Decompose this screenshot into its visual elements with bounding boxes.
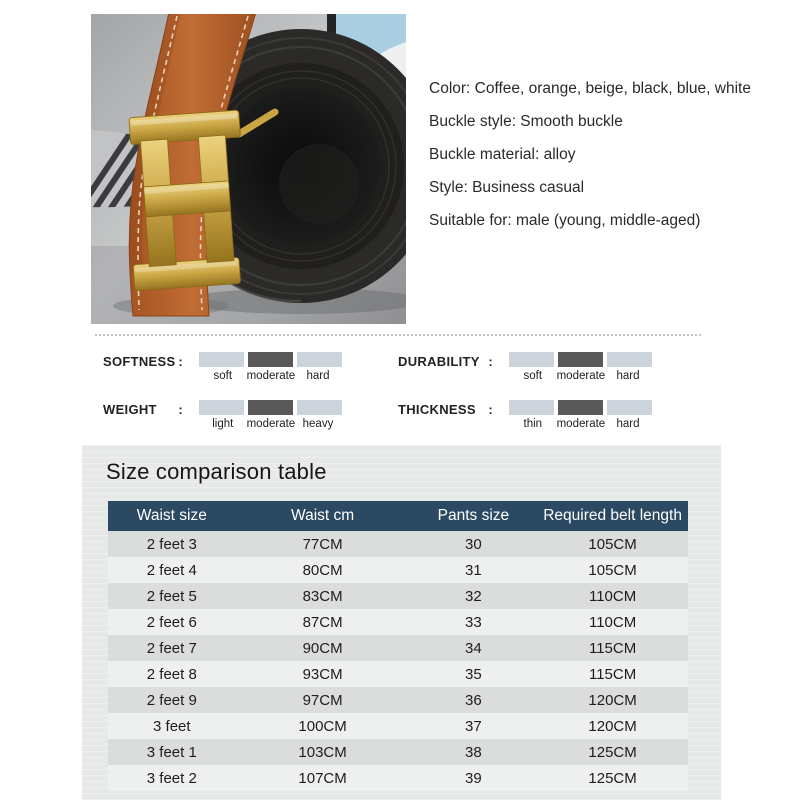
table-cell: 3 feet [153,717,191,735]
meter-durability [398,352,652,382]
table-cell: 120CM [588,691,637,709]
attribute-buckle-material: Buckle material: alloy [429,146,576,163]
column-header-waist-cm: Waist cm [236,501,410,531]
level-label: hard [616,418,640,430]
table-cell: 39 [465,769,482,787]
table-cell: 93CM [302,665,343,683]
level-label: soft [523,370,543,382]
table-cell: 105CM [588,561,637,579]
table-cell: 2 feet 8 [146,665,197,683]
table-cell: 110CM [588,613,637,631]
table-cell: 30 [465,535,482,553]
level-label: hard [306,370,330,382]
column-header-belt-length: Required belt length [537,501,688,531]
meter-bar [297,352,342,367]
table-cell: 100CM [298,717,347,735]
meter-bars [509,400,652,415]
table-cell: 3 feet 1 [146,743,197,761]
table-row [108,739,688,765]
attribute-color: Color: Coffee, orange, beige, black, blue, white [429,80,751,97]
meter-bars [199,400,342,415]
table-cell: 36 [465,691,482,709]
table-cell: 120CM [588,717,637,735]
table-cell: 2 feet 7 [146,639,197,657]
table-cell: 105CM [588,535,637,553]
meter-label [103,352,183,369]
table-row [108,713,688,739]
table-header-row [108,501,688,531]
table-cell: 125CM [588,743,637,761]
meter-bar [248,400,293,415]
table-cell: 77CM [302,535,343,553]
table-cell: 83CM [302,587,343,605]
table-row [108,635,688,661]
meter-bar [199,400,244,415]
table-cell: 90CM [302,639,343,657]
meter-level-labels [199,418,342,430]
table-cell: 2 feet 3 [146,535,197,553]
level-label: hard [616,370,640,382]
size-table-title: Size comparison table [106,459,327,484]
meter-colon: : [488,354,493,369]
column-header-waist-size: Waist size [108,501,236,531]
meter-colon: : [178,354,183,369]
level-label: moderate [556,418,606,430]
meter-bars [199,352,342,367]
table-cell: 103CM [298,743,347,761]
meter-bars [509,352,652,367]
table-cell: 115CM [588,639,637,657]
size-table-panel [82,445,721,800]
meter-bar [199,352,244,367]
table-row [108,531,688,557]
table-cell: 2 feet 5 [146,587,197,605]
level-label: heavy [302,418,334,430]
meter-softness [103,352,342,382]
table-row [108,687,688,713]
table-cell: 125CM [588,769,637,787]
table-cell: 2 feet 4 [146,561,197,579]
level-label: moderate [246,370,296,382]
table-cell: 34 [465,639,482,657]
table-cell: 38 [465,743,482,761]
level-label: light [212,418,234,430]
size-comparison-table [108,501,688,791]
meter-colon: : [178,402,183,417]
meter-name: WEIGHT [103,402,157,417]
table-cell: 35 [465,665,482,683]
meter-label [398,400,493,417]
table-cell: 87CM [302,613,343,631]
meter-bar [607,352,652,367]
table-cell: 80CM [302,561,343,579]
belt-photo-illustration [91,14,406,324]
dotted-separator [95,334,701,336]
table-cell: 97CM [302,691,343,709]
meter-bar [509,400,554,415]
meter-bar [509,352,554,367]
meter-bar [558,352,603,367]
table-row [108,609,688,635]
table-row [108,765,688,791]
meter-weight [103,400,342,430]
table-cell: 115CM [588,665,637,683]
meter-bar [248,352,293,367]
table-cell: 3 feet 2 [146,769,197,787]
table-cell: 110CM [588,587,637,605]
meter-name: THICKNESS [398,402,476,417]
level-label: moderate [246,418,296,430]
attribute-buckle-style: Buckle style: Smooth buckle [429,113,623,130]
attribute-suitable-for: Suitable for: male (young, middle-aged) [429,212,701,229]
meter-bar [607,400,652,415]
table-cell: 107CM [298,769,347,787]
size-table-body [108,531,688,791]
meter-colon: : [488,402,493,417]
meter-level-labels [199,370,342,382]
product-photo [91,14,406,324]
meter-level-labels [509,370,652,382]
table-cell: 33 [465,613,482,631]
level-label: thin [523,418,543,430]
table-cell: 37 [465,717,482,735]
meter-label [103,400,183,417]
table-row [108,557,688,583]
table-cell: 32 [465,587,482,605]
table-cell: 2 feet 6 [146,613,197,631]
meter-label [398,352,493,369]
attribute-style: Style: Business casual [429,179,585,196]
table-row [108,661,688,687]
meter-name: DURABILITY [398,354,480,369]
table-row [108,583,688,609]
level-label: moderate [556,370,606,382]
meter-thickness [398,400,652,430]
meter-bar [558,400,603,415]
meter-bar [297,400,342,415]
meter-name: SOFTNESS [103,354,176,369]
product-attributes [429,78,794,243]
meter-level-labels [509,418,652,430]
column-header-pants-size: Pants size [410,501,538,531]
table-cell: 31 [465,561,482,579]
level-label: soft [213,370,233,382]
table-cell: 2 feet 9 [146,691,197,709]
